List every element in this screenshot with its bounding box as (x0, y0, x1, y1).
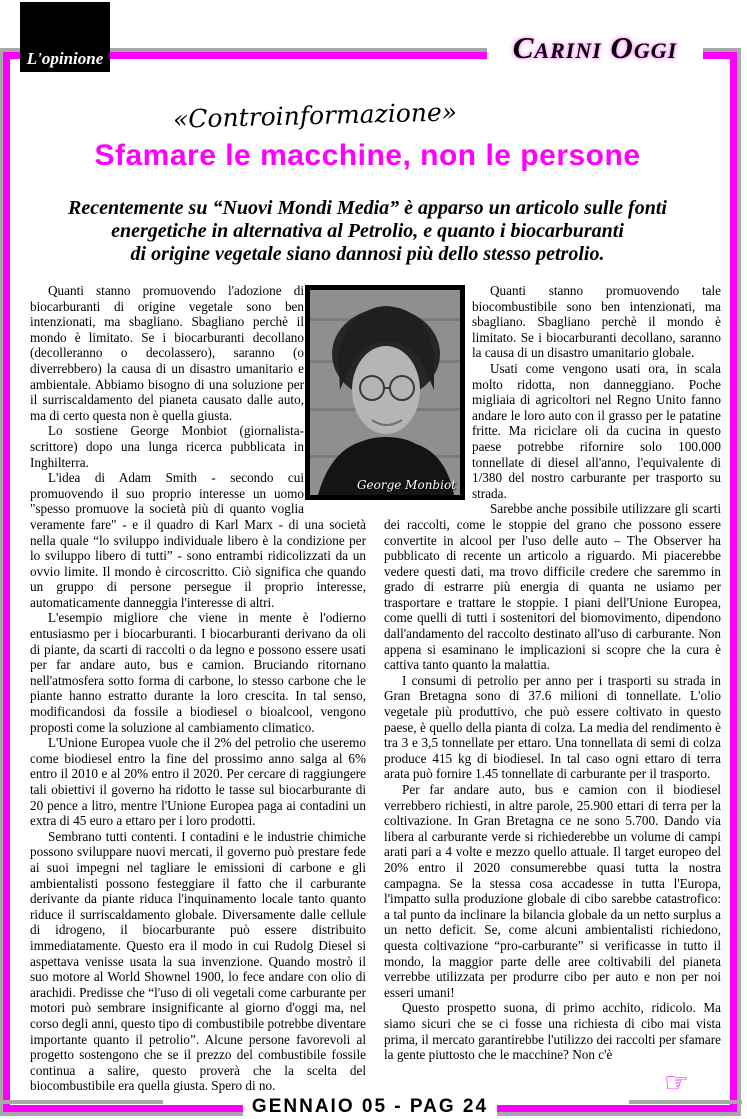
paragraph: Quanti stanno promuovendo tale biocombustibile sono ben intenzionati, ma sbagliano. Sbagliano perchè il mondo è limitato. Se i biocarburanti decollano, saranno la causa di un disastro umanitario globale. (472, 283, 721, 361)
paragraph: I consumi di petrolio per anno per i trasporti su strada in Gran Bretagna sono di 37.6 milioni di tonnellate. L'olio vegetale più produttivo, che può essere coltivato in questo paese, è quello della pianta di colza. La media del rendimento è tra 3 e 3,5 tonnellate per ettaro. Una tonnellata di semi di colza produce 415 kg di biodiesel. In tal caso ogni ettaro di terra arata può fornire 1.45 tonnellate di carburante per il trasporto. (384, 672, 721, 782)
paragraph: L'esempio migliore che viene in mente è l'odierno entusiasmo per i biocarburanti. I biocarburanti derivano da oli di piante, da scarti di raccolti o da legno e possono essere usati per far andare auto, bus e camion. Bruciando ritornano nell'atmosfera sotto forma di carbone, lo stesso carbone che le piante hanno estratto durante la loro crescita. In tal senso, modificandosi da fossile a biodiesel o bioalcool, vengono proposti come la soluzione al cambiamento climatico. (30, 610, 366, 735)
section-label: L'opinione (26, 49, 104, 68)
rubric-heading: «Controinformazione» (172, 97, 458, 134)
footer-date-page: GENNAIO 05 - PAG 24 (251, 1095, 489, 1117)
publication-title: Carini Oggi (487, 26, 703, 70)
paragraph: Questo prospetto suona, di primo acchito, ridicolo. Ma siamo sicuri che se ci fosse una richiesta di cibo mai vista prima, il mercato garantirebbe l'utilizzo dei raccolti per sfamare la gente piuttosto che le macchine? Non c'è (384, 1000, 721, 1063)
paragraph: Quanti stanno promuovendo l'adozione di biocarburanti di origine vegetale sono ben intenzionati, ma sbagliano. Sbagliano perchè il mondo è limitato. Se i biocarburanti decollano (decolleranno o decolassero), saranno (o diverrebbero) la causa di un disastro umanitario e ambientale. Abbiamo bisogno di una soluzione per il surriscaldamento del pianeta causato dalle auto, ma di certo questa non è quella giusta. (30, 283, 304, 423)
page-footer (243, 1094, 497, 1119)
paragraph: L'idea di Adam Smith - secondo cui promuovendo il suo proprio interesse un uomo "spesso promuove la società più di quanto voglia veramente fare" - e il quadro di Karl Marx - di una società nella quale “lo sviluppo individuale libero è la condizione per lo sviluppo libero di tutti” - sono entrambi ridicolizzati da un ovvio limite. Il mondo è circoscritto. Ciò significa che quando un gruppo di persone persegue il proprio interesse, automaticamente danneggia l'interesse di altri. (30, 470, 366, 610)
article-title: Sfamare le macchine, non le persone (94, 139, 641, 172)
footer-accent-bar (0, 1100, 163, 1104)
pointing-hand-icon: ☞ (664, 1066, 690, 1099)
paragraph: Sembrano tutti contenti. I contadini e le industrie chimiche possono sviluppare nuovi mercati, il governo può prestare fede ai suoi impegni nel tagliare le emissioni di carbone e gli ambientalisti possono festeggiare il fatto che il carburante derivante da piante riduca l'inquinamento locale tanto quanto riduce il surriscaldamento globale. Diversamente dalle cellule di idrogeno, il biocarburante può essere distribuito immediatamente. Questo era il modo in cui Rudolg Diesel si aspettava venisse usata la sua invenzione. Quando mostrò il suo motore al World Shownel 1900, lo fece andare con olio di arachidi. Predisse che “l'uso di oli vegetali come carburante per motori può sembrare insignificante al giorno d'oggi ma, nel corso degli anni, questo tipo di combustibile potrebbe diventare importante quanto il petrolio”. Alcune persone favorevoli al progetto sostengono che se il prezzo del combustibile fossile continua a salire, questo proverà che la scelta del biocombustibile era quella giusta. Spero di no. (30, 828, 366, 1094)
article-subtitle (40, 197, 695, 266)
article-photo (305, 285, 465, 500)
paragraph: Usati come vengono usati ora, in scala molto ridotta, non danneggiano. Poche migliaia di agricoltori nel Regno Unito fanno andare le loro auto con il grasso per le patatine fritte. Ma riciclare oli da cucina in questo paese potrebbe rifornire solo 100.000 tonnellate di diesel all'anno, l'equivalente di 1/380 del nostro carburante per trasporto su strada. (472, 360, 721, 501)
footer-accent-bar (629, 1100, 742, 1104)
paragraph: Per far andare auto, bus e camion con il biodiesel verrebbero richiesti, in altre parole, 25.900 ettari di terra per la coltivazione. In Gran Bretagna ce ne sono 5.700. Dando via libera al carburante verde si richiederebbe un volume di campi arati pari a 4 volte e mezzo quello attuale. Il target europeo del 20% entro il 2020 consumerebbe quasi tutta la nostra campagna. Se la stessa cosa accadesse in tutta l'Europa, l'impatto sulla produzione globale di cibo sarebbe catastrofico: a tal punto da inclinare la bilancia globale da un netto surplus a un netto deficit. Se, come alcuni ambientalisti richiedono, questa coltivazione “pro-carburante” si verificasse in tutto il mondo, la maggior parte delle aree coltivabili del pianeta verrebbe utilizzata per produrre cibo per auto e non per noi esseri umani! (384, 782, 721, 1000)
paragraph: L'Unione Europea vuole che il 2% del petrolio che useremo come biodiesel entro la fine del prossimo anno salga al 6% entro il 2010 e al 20% entro il 2020. Per cercare di raggiungere tali obiettivi il governo ha ridotto le tasse sul biocarburante di 20 pence a litro, mentre l'Unione Europea paga ai contadini un extra di 45 euro a ettaro per i loro prodotti. (30, 735, 366, 829)
paragraph: Lo sostiene George Monbiot (giornalista-scrittore) dopo una lunga ricerca pubblicata in Inghilterra. (30, 423, 304, 470)
portrait-placeholder-image (310, 290, 460, 495)
section-label-box (20, 2, 110, 72)
paragraph: Sarebbe anche possibile utilizzare gli scarti dei raccolti, come le stoppie del grano che possono essere convertite in alcool per l'uso delle auto – The Observer ha pubblicato di recente un articolo a riguardo. Mi piacerebbe vedere questi dati, ma trovo difficile credere che saremmo in grado di estrarre più energia di quanta ne usiamo per trasportare e trattare le stoppie. I piani dell'Unione Europea, come quelli di tutti i sostenitori del biomovimento, dipendono dall'andamento del raccolto destinato all'uso di carburante. Non appena si esaminano le implicazioni si scopre che la cura è cattiva tanto quanto la malattia. (384, 501, 721, 673)
subtitle-line: energetiche in alternativa al Petrolio, e quanto i biocarburanti (111, 220, 624, 242)
subtitle-line: Recentemente su “Nuovi Mondi Media” è apparso un articolo sulle fonti (68, 197, 667, 219)
subtitle-line: di origine vegetale siano dannosi più dello stesso petrolio. (130, 243, 605, 265)
photo-caption: George Monbiot (356, 478, 456, 492)
